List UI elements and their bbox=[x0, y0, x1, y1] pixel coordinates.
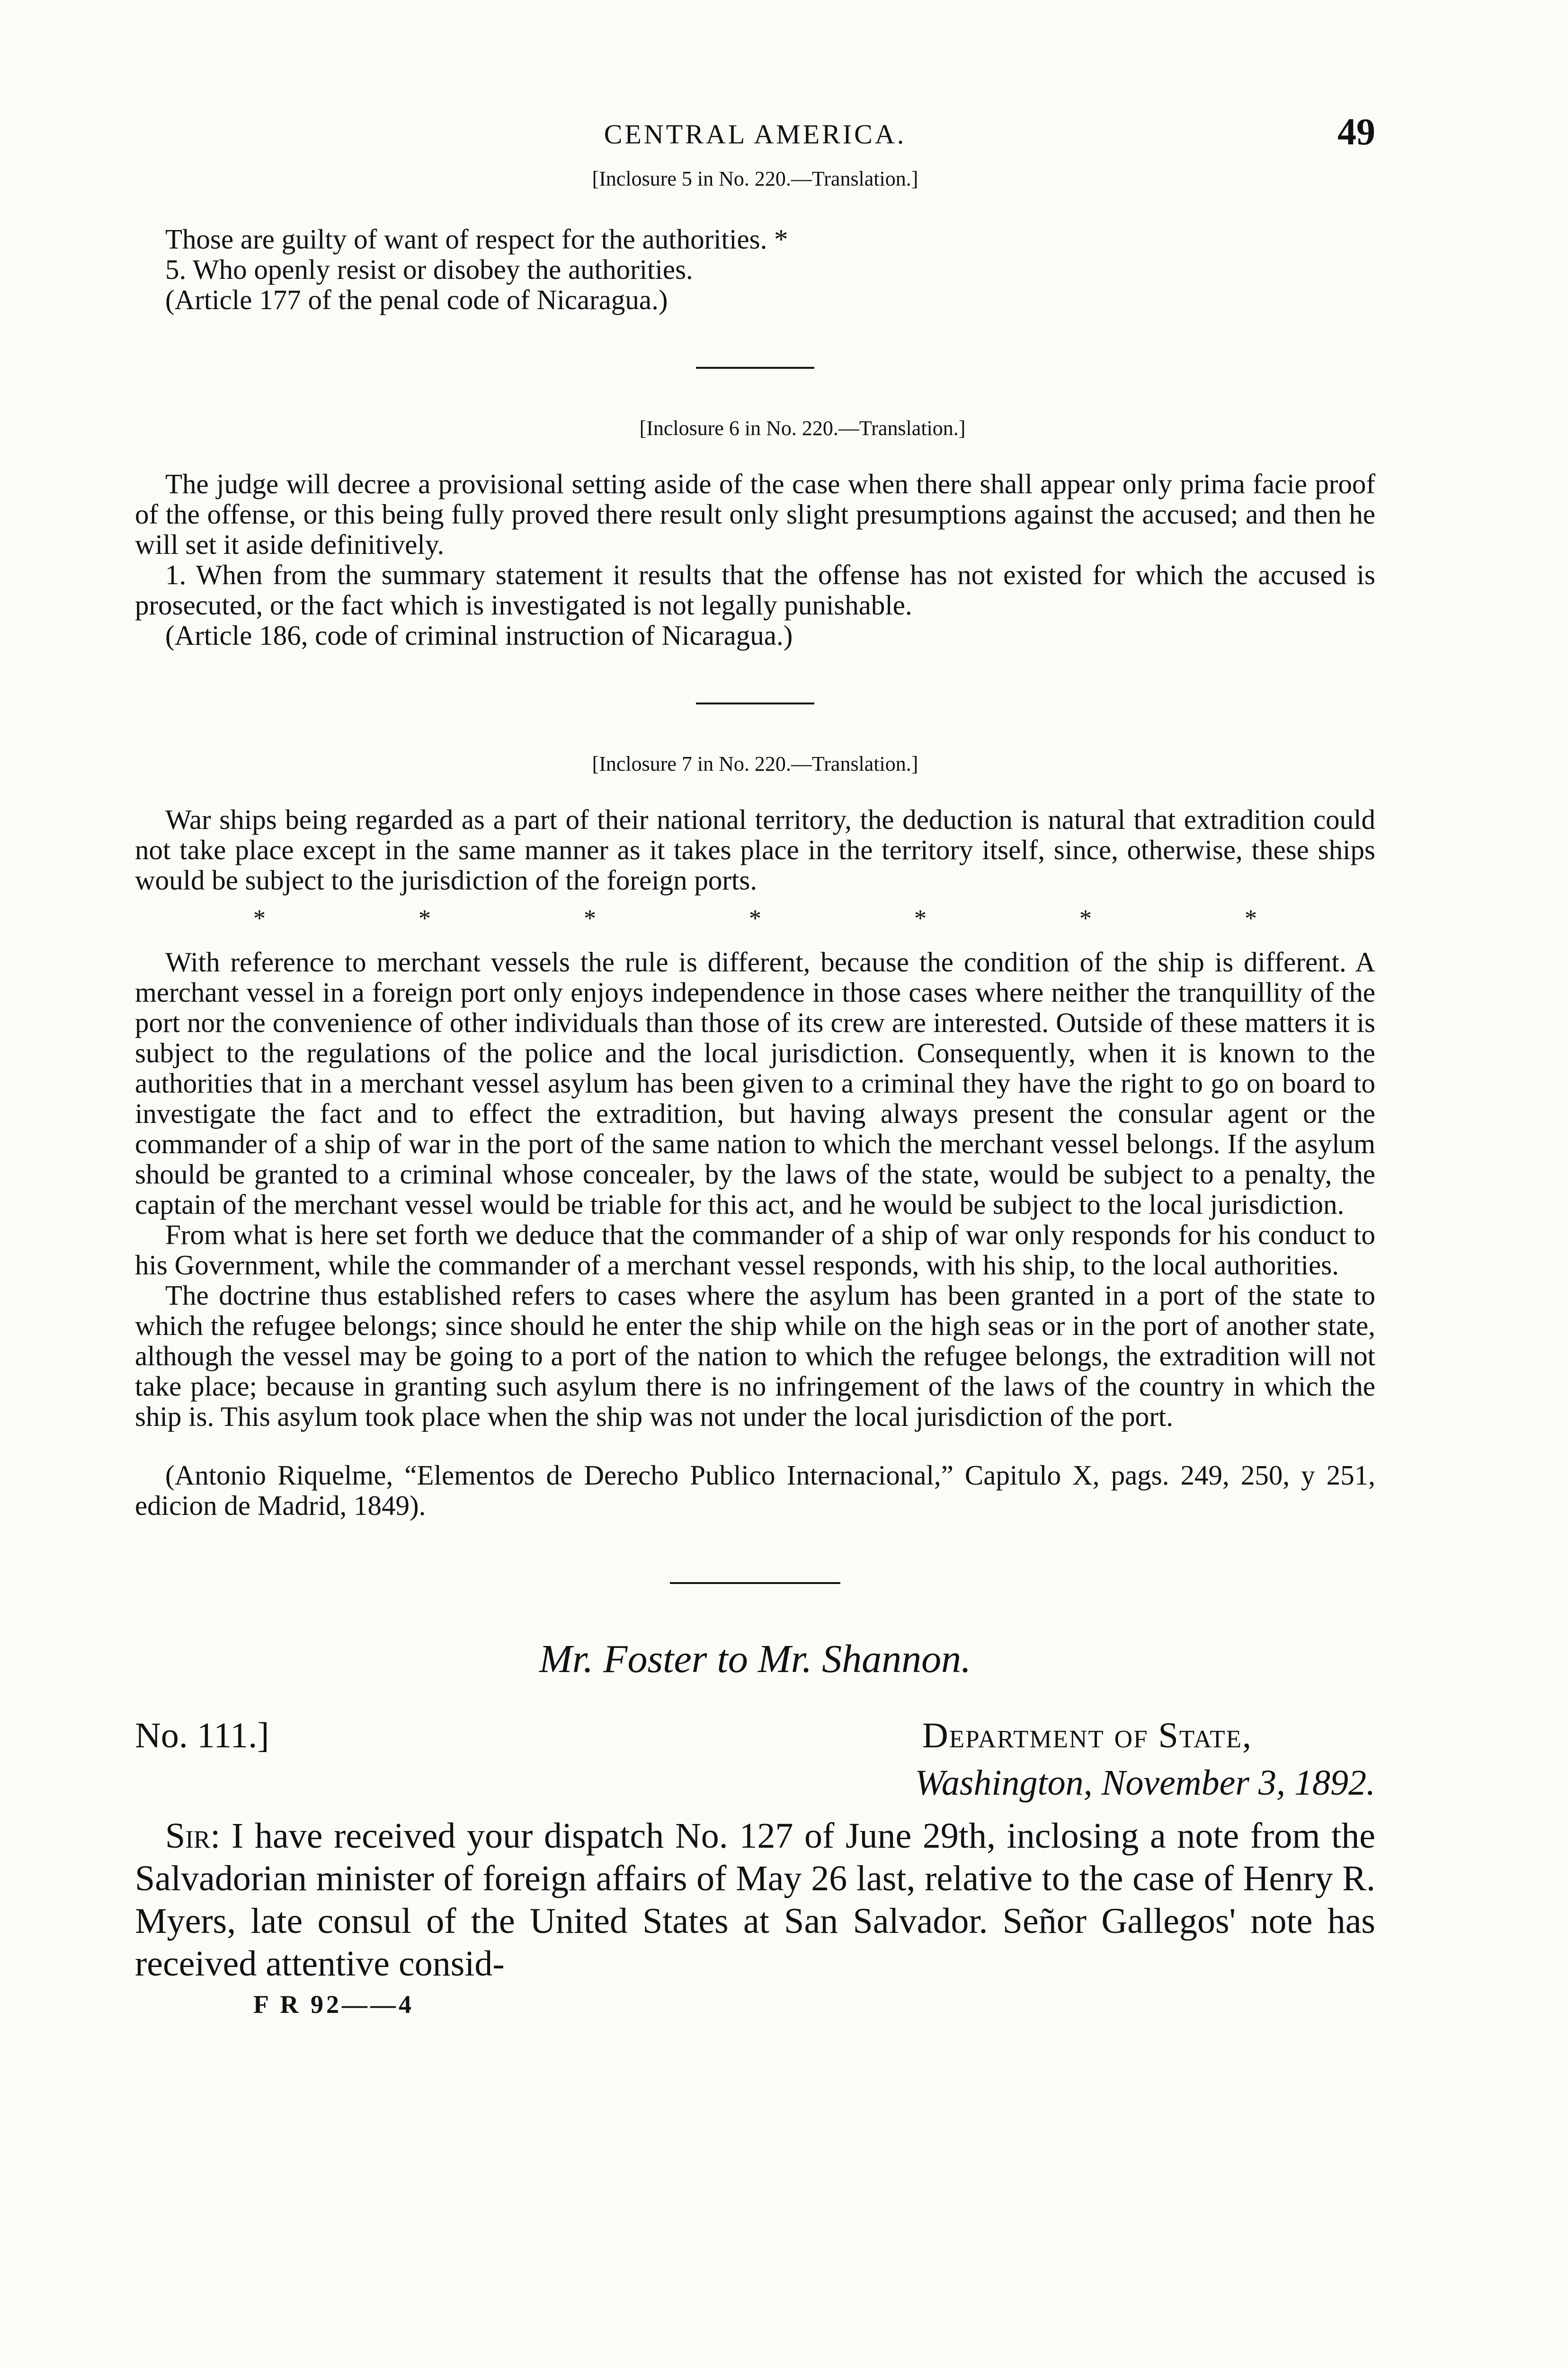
inclosure-7-text bbox=[135, 804, 1375, 1521]
inclosure-5-line-1: Those are guilty of want of respect for the authorities. * bbox=[165, 223, 788, 255]
inclosure-6-paragraph-1: The judge will decree a provisional setting aside of the case when there shall appear only prima facie proof of the offense, or this being fully proved there result only slight presumptions against the accused; and then he will set it aside definitively. bbox=[135, 468, 1375, 560]
inclosure-6-paragraph-2: 1. When from the summary statement it results that the offense has not existed for which the accused is prosecuted, or the fact which is investigated is not legally punishable. bbox=[135, 559, 1375, 621]
asterisk: * bbox=[253, 905, 266, 932]
asterisk: * bbox=[1245, 905, 1257, 932]
inclosure-7-paragraph-1: War ships being regarded as a part of their national territory, the deduction is natural that extradition could not take place except in the same manner as it takes place in the territory itself, since, otherwise, these ships would be subject to the jurisdiction of the foreign ports. bbox=[135, 804, 1375, 896]
asterisk-row bbox=[253, 905, 1257, 933]
section-divider-3 bbox=[670, 1582, 840, 1584]
inclosure-7-paragraph-2: With reference to merchant vessels the rule is different, because the condition of the ship is different. A merchant vessel in a foreign port only enjoys independence in those cases where neither the tranquillity of the port nor the convenience of other individuals than those of its crew are interested. Outside of these matters it is subject to the regulations of the police and the local jurisdiction. Consequently, when it is known to the authorities that in a merchant vessel asylum has been given to a criminal they have the right to go on board to investigate the fact and to effect the extradition, but having always present the consular agent or the commander of a ship of war in the port of the same nation to which the merchant vessel belongs. If the asylum should be granted to a criminal whose concealer, by the laws of the state, would be subject to a penalty, the captain of the merchant vessel would be triable for this act, and he would be subject to the local jurisdiction. bbox=[135, 946, 1375, 1220]
page-number: 49 bbox=[1337, 111, 1375, 153]
asterisk: * bbox=[584, 905, 596, 932]
asterisk: * bbox=[749, 905, 761, 932]
inclosure-5-heading: [Inclosure 5 in No. 220.—Translation.] bbox=[592, 167, 918, 190]
department-name: Department of State, bbox=[922, 1716, 1252, 1755]
inclosure-7-paragraph-4: The doctrine thus established refers to cases where the asylum has been granted in a port of the state to which the refugee belongs; since should he enter the ship while on the high seas or in the port of another state, although the vessel may be going to a port of the nation to which the refugee belongs, the extradition will not take place; because in granting such asylum there is no infringement of the laws of the country in which the ship is. This asylum took place when the ship was not under the local jurisdiction of the port. bbox=[135, 1280, 1375, 1432]
inclosure-5-line-3: (Article 177 of the penal code of Nicaragua.) bbox=[165, 284, 668, 315]
inclosure-6-heading: [Inclosure 6 in No. 220.—Translation.] bbox=[639, 417, 966, 440]
letter-body bbox=[135, 1815, 1375, 1985]
salutation: Sir: bbox=[165, 1816, 221, 1856]
asterisk: * bbox=[1079, 905, 1092, 932]
asterisk: * bbox=[914, 905, 927, 932]
place-and-date: Washington, November 3, 1892. bbox=[915, 1763, 1375, 1803]
inclosure-7-citation: (Antonio Riquelme, “Elementos de Derecho Publico Internacional,” Capitulo X, pags. 249, 250, y 251, edicion de Madrid, 1849). bbox=[135, 1459, 1375, 1521]
inclosure-6-text bbox=[135, 469, 1375, 650]
inclosure-5-line-2: 5. Who openly resist or disobey the authorities. bbox=[165, 254, 693, 285]
letter-heading bbox=[135, 1715, 1375, 1815]
letter-title: Mr. Foster to Mr. Shannon. bbox=[539, 1637, 971, 1681]
document-page bbox=[135, 109, 1375, 2019]
running-head bbox=[135, 109, 1375, 161]
asterisk: * bbox=[419, 905, 431, 932]
running-title: CENTRAL AMERICA. bbox=[604, 119, 907, 150]
section-divider-1 bbox=[696, 367, 814, 369]
printer-signature-mark: F R 92——4 bbox=[253, 1990, 414, 2019]
inclosure-6-paragraph-3: (Article 186, code of criminal instruction of Nicaragua.) bbox=[165, 620, 793, 651]
letter-body-text: I have received your dispatch No. 127 of June 29th, inclosing a note from the Salvadorian minister of foreign affairs of May 26 last, relative to the case of Henry R. Myers, late consul of the United States at San Salvador. Señor Gallegos' note has received attentive consid- bbox=[135, 1816, 1376, 1984]
dispatch-number: No. 111.] bbox=[135, 1716, 269, 1755]
inclosure-5-text bbox=[135, 224, 1186, 315]
inclosure-7-paragraph-3: From what is here set forth we deduce that the commander of a ship of war only responds for his conduct to his Government, while the commander of a merchant vessel responds, with his ship, to the local authorities. bbox=[135, 1219, 1375, 1281]
section-divider-2 bbox=[696, 703, 814, 704]
inclosure-7-heading: [Inclosure 7 in No. 220.—Translation.] bbox=[592, 752, 918, 775]
